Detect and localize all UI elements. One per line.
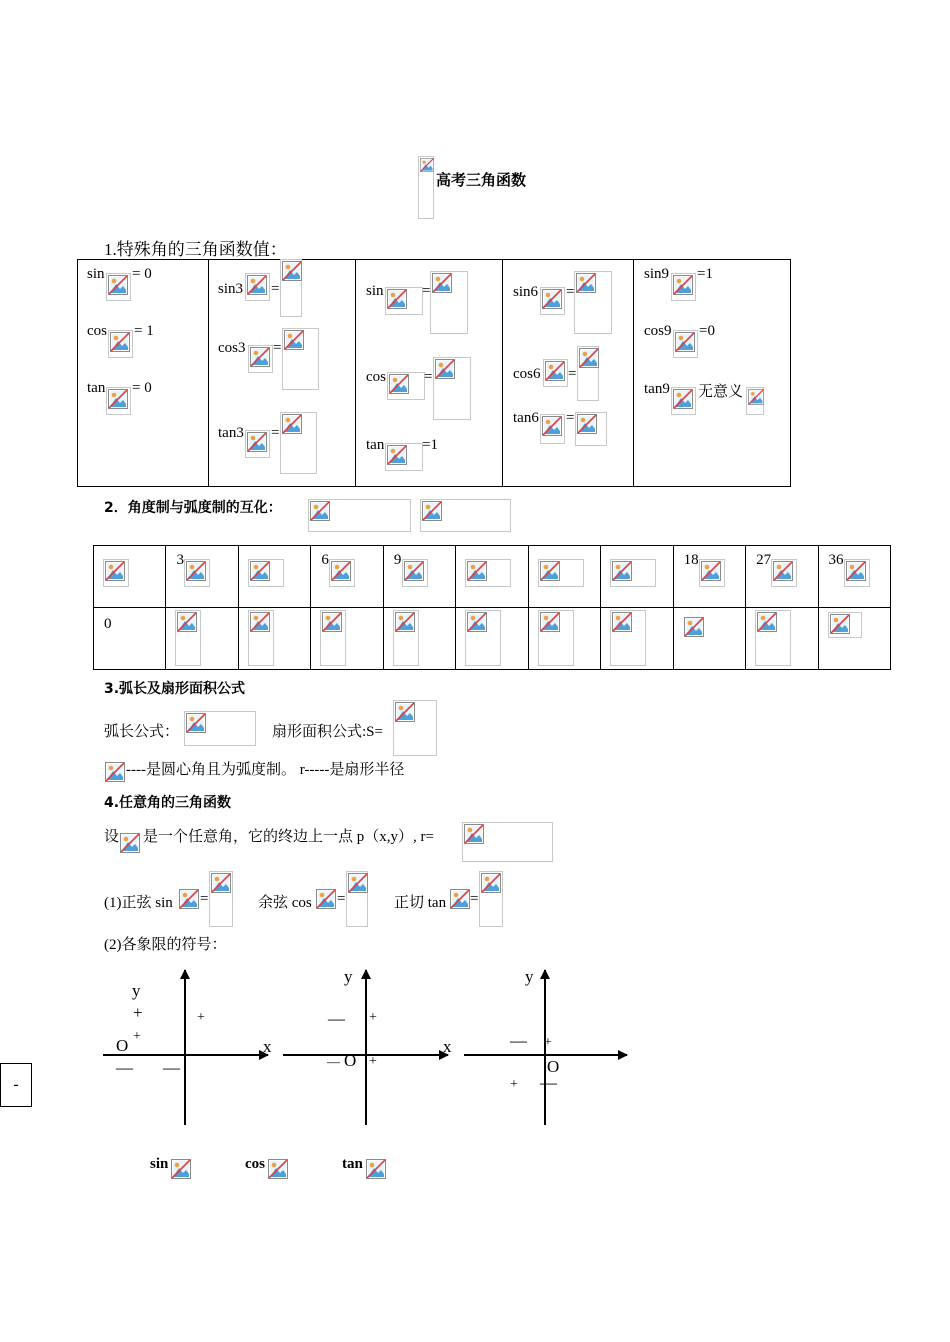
minus-sign: — [327, 1054, 340, 1069]
plus-sign: + [369, 1054, 377, 1069]
angle-image [540, 414, 565, 444]
tan-90-value: 无意义 [698, 384, 744, 400]
tan-30-label: tan3 [218, 425, 244, 441]
equals-sign: = [566, 410, 575, 426]
angle-image [673, 330, 698, 358]
table-cell [818, 608, 890, 670]
table-cell: 27 [746, 546, 818, 608]
minus-sign: — [540, 1073, 557, 1092]
equals-sign: = [200, 891, 209, 907]
page-tag: - [0, 1063, 32, 1107]
table-cell [456, 608, 528, 670]
formula-image [308, 499, 411, 532]
angle-image [671, 273, 696, 301]
table-cell: 9 [383, 546, 455, 608]
sin-0-value: = 0 [132, 266, 152, 282]
cos-0-label: cos [87, 323, 107, 339]
angle-image [671, 387, 696, 415]
equals-sign: = [271, 425, 280, 441]
tan-45-label: tan [366, 437, 385, 453]
tan-sign-diagram [464, 967, 627, 1125]
plus-sign: + [369, 1010, 377, 1025]
r-formula-image [462, 822, 553, 862]
tan-0-value: = 0 [132, 380, 152, 396]
table-cell [238, 608, 310, 670]
plus-sign: + [133, 1029, 141, 1044]
value-image [577, 346, 599, 401]
table-cell [94, 546, 166, 608]
section2-heading: 2．角度制与弧度制的互化： [104, 500, 282, 516]
arc-length-label: 弧长公式： [104, 724, 180, 740]
sin-caption: sin [150, 1156, 169, 1172]
table-cell: 3 [166, 546, 238, 608]
value-image [282, 328, 319, 390]
equals-sign: = [566, 284, 575, 300]
angle-image [385, 443, 423, 471]
value-image [430, 271, 468, 334]
table-cell [166, 608, 238, 670]
table-cell [673, 608, 745, 670]
table-cell [238, 546, 310, 608]
x-axis-label: x [263, 1037, 272, 1056]
equals-sign: = [422, 283, 431, 299]
equals-sign: = [424, 369, 433, 385]
minus-sign: — [328, 1009, 345, 1028]
angle-image [543, 359, 568, 387]
page-title: 高考三角函数 [436, 171, 527, 189]
x-axis-label: x [443, 1037, 452, 1056]
tan-45-value: =1 [422, 437, 438, 453]
alpha-image [104, 761, 126, 781]
sector-formula-image [393, 700, 437, 756]
cos-sign-diagram [283, 967, 452, 1125]
sin-0-label: sin [87, 266, 105, 282]
table-cell [311, 608, 383, 670]
tan-caption: tan [342, 1156, 363, 1172]
equals-sign: = [273, 340, 282, 356]
sin-caption-image [170, 1158, 192, 1180]
sine-value-image [209, 871, 233, 927]
tangent-value-image [479, 871, 503, 927]
minus-sign: — [116, 1058, 133, 1077]
value-image [280, 259, 302, 317]
formula-image [420, 499, 511, 532]
sine-label: (1)正弦 sin [104, 895, 173, 911]
tan-60-label: tan6 [513, 410, 539, 426]
degree-radian-table [93, 545, 891, 670]
cos-30-label: cos3 [218, 340, 246, 356]
angle-image [178, 888, 200, 910]
table-cell: 36 [818, 546, 890, 608]
sin-90-label: sin9 [644, 266, 670, 282]
cos-90-label: cos9 [644, 323, 672, 339]
alpha-image [119, 832, 143, 854]
sin-90-value: =1 [697, 266, 713, 282]
value-image [575, 412, 607, 446]
angle-image [315, 888, 337, 910]
table-cell [456, 546, 528, 608]
cos-90-value: =0 [699, 323, 715, 339]
table-cell [601, 546, 673, 608]
table-cell [746, 608, 818, 670]
value-image [746, 387, 764, 415]
plus-sign: + [510, 1077, 518, 1092]
equals-sign: = [470, 891, 479, 907]
sector-note: ----是圆心角且为弧度制。 r-----是扇形半径 [126, 762, 405, 778]
table-cell: 18 [673, 546, 745, 608]
intro-text: 是一个任意角，它的终边上一点 p（x,y）, r= [143, 829, 434, 845]
cos-caption-image [267, 1158, 289, 1180]
minus-sign: — [163, 1058, 180, 1077]
angle-image [248, 345, 273, 373]
tangent-label: 正切 tan [394, 895, 447, 911]
table-cell [383, 608, 455, 670]
origin-label: O [344, 1051, 357, 1070]
origin-label: O [116, 1036, 129, 1055]
intro-prefix: 设 [104, 829, 120, 845]
cosine-value-image [346, 871, 368, 927]
value-image [574, 271, 612, 334]
sin-30-label: sin3 [218, 281, 244, 297]
cos-0-value: = 1 [134, 323, 154, 339]
tan-90-label: tan9 [644, 381, 670, 397]
cos-60-label: cos6 [513, 366, 541, 382]
sector-area-label: 扇形面积公式:S= [272, 724, 383, 740]
equals-sign: = [271, 281, 280, 297]
table-cell: 0 [94, 608, 166, 670]
angle-image [106, 273, 131, 301]
angle-image [387, 372, 425, 400]
value-image [433, 357, 471, 420]
arc-formula-image [184, 711, 256, 746]
plus-sign: + [133, 1003, 143, 1022]
section1-heading: 1.特殊角的三角函数值： [104, 240, 287, 259]
table-cell [528, 546, 600, 608]
y-axis-label: y [344, 967, 353, 986]
value-image [280, 412, 317, 474]
plus-sign: + [544, 1035, 552, 1050]
sin-sign-diagram [103, 970, 272, 1125]
angle-image [245, 273, 270, 301]
table-cell: 6 [311, 546, 383, 608]
y-axis-label: y [525, 967, 534, 986]
sin-60-label: sin6 [513, 284, 539, 300]
table-cell [601, 608, 673, 670]
angle-image [106, 387, 131, 415]
angle-image [245, 430, 270, 458]
equals-sign: = [568, 366, 577, 382]
table-cell [528, 608, 600, 670]
angle-image [449, 888, 471, 910]
minus-sign: — [510, 1031, 527, 1050]
cos-caption: cos [245, 1156, 265, 1172]
angle-image [540, 287, 565, 315]
plus-sign: + [197, 1010, 205, 1025]
title-image [418, 156, 434, 219]
origin-label: O [547, 1057, 560, 1076]
equals-sign: = [337, 891, 346, 907]
tan-0-label: tan [87, 380, 106, 396]
quadrant-heading: (2)各象限的符号： [104, 937, 227, 953]
section4-heading: 4.任意角的三角函数 [104, 795, 232, 811]
angle-image [108, 330, 133, 358]
tan-caption-image [365, 1158, 387, 1180]
y-axis-label: y [132, 981, 141, 1000]
sin-45-label: sin [366, 283, 384, 299]
quadrant-sign-diagrams [0, 960, 700, 1140]
cosine-label: 余弦 cos [258, 895, 312, 911]
section3-heading: 3.弧长及扇形面积公式 [104, 681, 246, 697]
cos-45-label: cos [366, 369, 386, 385]
angle-image [385, 287, 423, 315]
